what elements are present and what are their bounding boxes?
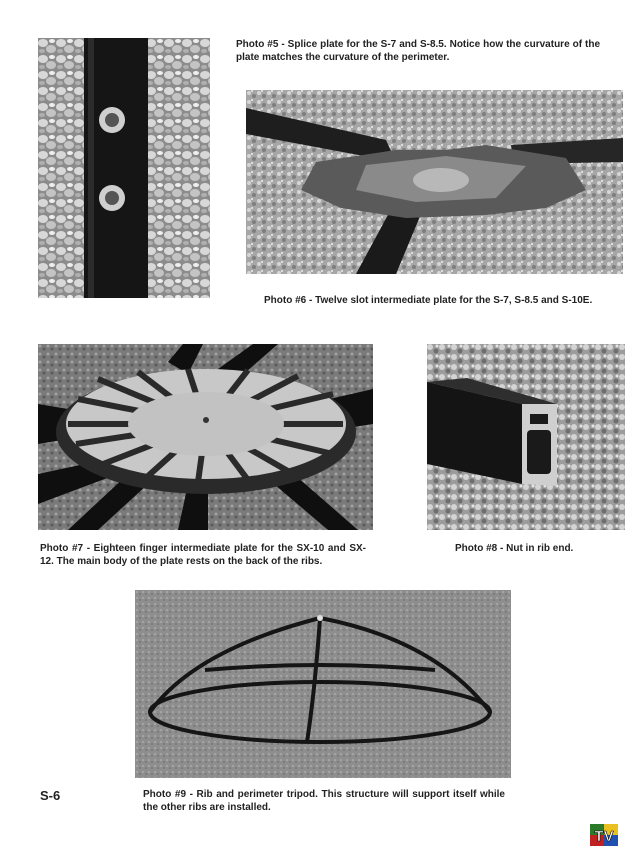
photo-5-caption: Photo #5 - Splice plate for the S-7 and S-8.5. Notice how the curvature of the plate matches the curvature of the perimeter. bbox=[236, 39, 600, 63]
svg-text:TV: TV bbox=[594, 828, 614, 845]
photo-7-caption: Photo #7 - Eighteen finger intermediate plate for the SX-10 and SX-12. The main body of the plate rests on the back of the ribs. bbox=[40, 543, 366, 567]
tv-logo-icon bbox=[590, 824, 618, 846]
photo-6-caption: Photo #6 - Twelve slot intermediate plate for the S-7, S-8.5 and S-10E. bbox=[264, 295, 593, 306]
page-number: S-6 bbox=[40, 788, 61, 803]
photo-9-rib-perimeter-tripod bbox=[135, 590, 511, 778]
photo-9-caption: Photo #9 - Rib and perimeter tripod. This structure will support itself while the other ribs are installed. bbox=[143, 789, 505, 813]
photo-6-slot-plate bbox=[246, 90, 623, 274]
photo-5-splice-plate bbox=[38, 38, 210, 298]
photo-8-nut-rib-end bbox=[427, 344, 625, 530]
photo-7-finger-plate bbox=[38, 344, 373, 530]
photo-8-caption: Photo #8 - Nut in rib end. bbox=[455, 543, 574, 554]
